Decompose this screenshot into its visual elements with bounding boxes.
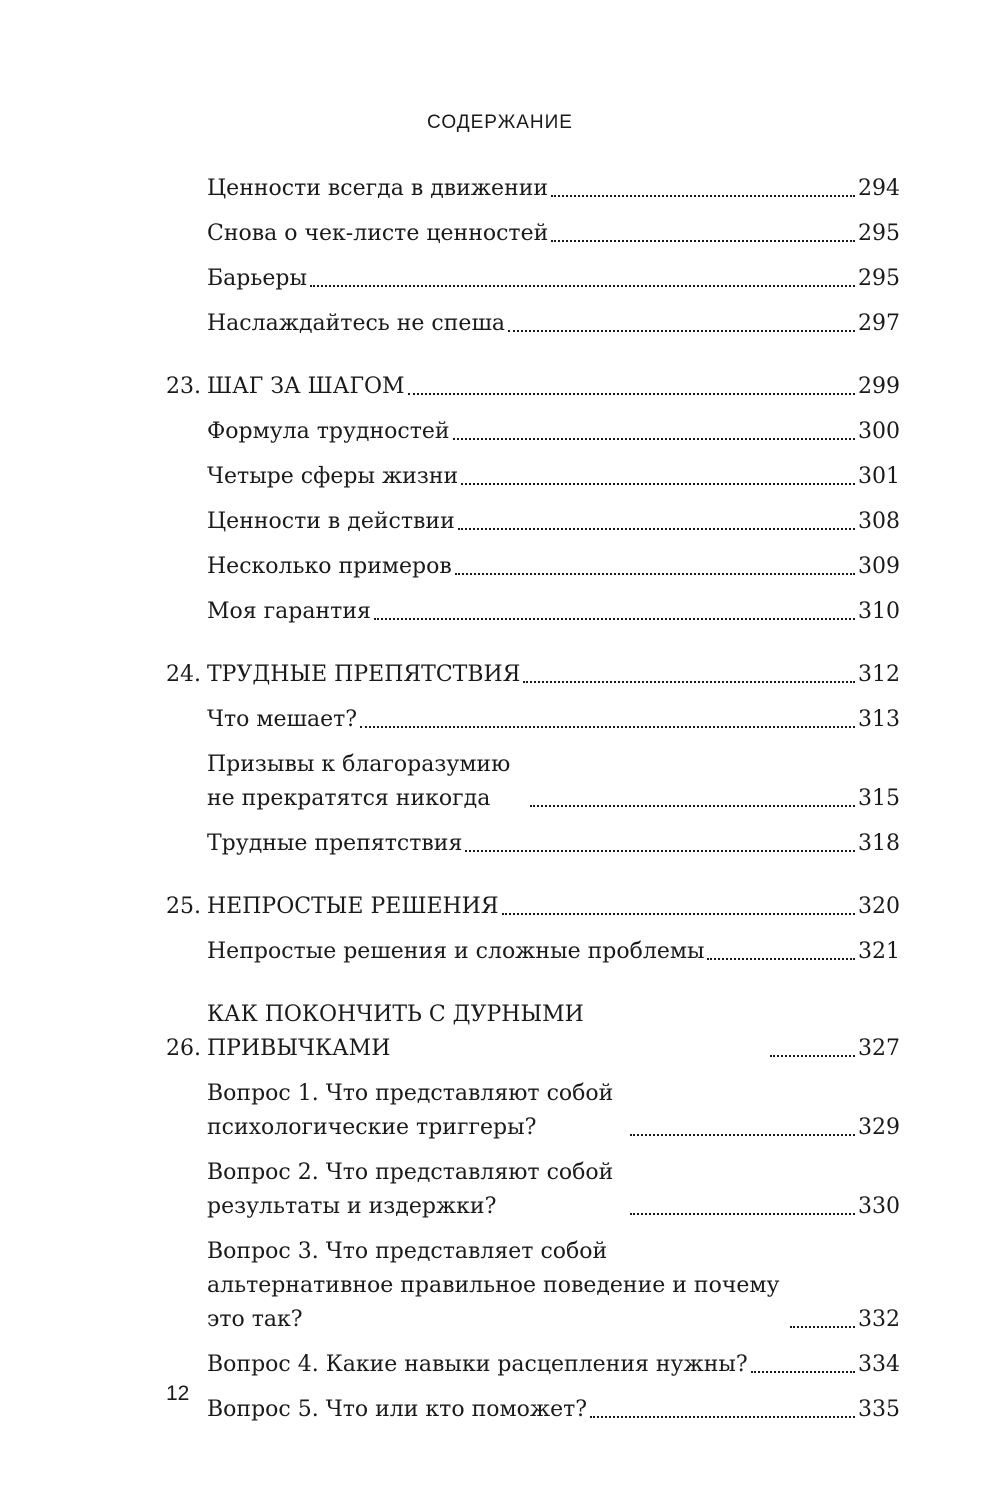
section-title: Что мешает? bbox=[207, 707, 358, 732]
chapter-number: 26. bbox=[166, 1036, 201, 1061]
dot-leader bbox=[453, 438, 855, 440]
dot-leader bbox=[360, 726, 855, 728]
toc-section-entry bbox=[166, 460, 900, 494]
page-ref: 320 bbox=[858, 894, 900, 919]
toc-section-entry bbox=[166, 1235, 900, 1337]
section-title: Формула трудностей bbox=[207, 419, 450, 444]
dot-leader bbox=[630, 1134, 855, 1136]
page-number: 12 bbox=[166, 1382, 190, 1405]
dot-leader bbox=[458, 528, 855, 530]
section-title: Снова о чек-листе ценностей bbox=[207, 221, 549, 246]
dot-leader bbox=[465, 850, 855, 852]
toc-section-entry bbox=[166, 1348, 900, 1382]
running-header: СОДЕРЖАНИЕ bbox=[427, 112, 573, 133]
dot-leader bbox=[707, 958, 855, 960]
page-ref: 330 bbox=[858, 1194, 900, 1219]
section-title: Вопрос 3. Что представляет собой альтернативное правильное поведение и почему это так? bbox=[207, 1239, 780, 1332]
page-ref: 334 bbox=[858, 1352, 900, 1377]
toc-section-entry bbox=[166, 1156, 900, 1224]
section-title: Ценности в действии bbox=[207, 509, 455, 534]
toc-section-entry bbox=[166, 307, 900, 341]
dot-leader bbox=[523, 681, 855, 683]
chapter-title: ШАГ ЗА ШАГОМ bbox=[207, 374, 405, 399]
page-ref: 300 bbox=[858, 419, 900, 444]
page-ref: 315 bbox=[858, 786, 900, 811]
page-ref: 295 bbox=[858, 221, 900, 246]
toc-chapter-entry bbox=[166, 658, 900, 692]
toc-chapter-entry bbox=[166, 890, 900, 924]
page-ref: 313 bbox=[858, 707, 900, 732]
page-ref: 295 bbox=[858, 266, 900, 291]
dot-leader bbox=[751, 1371, 855, 1373]
section-title: Четыре сферы жизни bbox=[207, 464, 459, 489]
chapter-number: 24. bbox=[166, 662, 201, 687]
page-ref: 335 bbox=[858, 1397, 900, 1422]
toc-section-entry bbox=[166, 217, 900, 251]
toc-section-entry bbox=[166, 703, 900, 737]
dot-leader bbox=[408, 393, 855, 395]
toc-chapter-entry bbox=[166, 998, 900, 1066]
section-title: Несколько примеров bbox=[207, 554, 452, 579]
section-title: Трудные препятствия bbox=[207, 831, 463, 856]
toc-section-entry bbox=[166, 172, 900, 206]
dot-leader bbox=[630, 1213, 855, 1215]
dot-leader bbox=[790, 1326, 855, 1328]
dot-leader bbox=[374, 618, 855, 620]
page-ref: 310 bbox=[858, 599, 900, 624]
section-title: Непростые решения и сложные проблемы bbox=[207, 939, 705, 964]
toc-section-entry bbox=[166, 1393, 900, 1427]
page-ref: 312 bbox=[858, 662, 900, 687]
toc-section-entry bbox=[166, 935, 900, 969]
page-ref: 321 bbox=[858, 939, 900, 964]
page-ref: 332 bbox=[858, 1307, 900, 1332]
chapter-title: НЕПРОСТЫЕ РЕШЕНИЯ bbox=[207, 894, 499, 919]
toc-section-entry bbox=[166, 415, 900, 449]
page-ref: 327 bbox=[858, 1036, 900, 1061]
dot-leader bbox=[551, 240, 855, 242]
page-ref: 318 bbox=[858, 831, 900, 856]
toc-section-entry bbox=[166, 748, 900, 816]
dot-leader bbox=[770, 1055, 855, 1057]
section-title: Моя гарантия bbox=[207, 599, 371, 624]
table-of-contents bbox=[166, 172, 900, 1438]
page-ref: 308 bbox=[858, 509, 900, 534]
section-title: Вопрос 5. Что или кто поможет? bbox=[207, 1397, 588, 1422]
page-ref: 301 bbox=[858, 464, 900, 489]
toc-section-entry bbox=[166, 550, 900, 584]
chapter-title: КАК ПОКОНЧИТЬ С ДУРНЫМИ ПРИВЫЧКАМИ bbox=[207, 1002, 584, 1061]
page-ref: 294 bbox=[858, 176, 900, 201]
chapter-number: 25. bbox=[166, 894, 201, 919]
page-ref: 309 bbox=[858, 554, 900, 579]
dot-leader bbox=[455, 573, 855, 575]
section-title: Призывы к благоразумию не прекратятся никогда bbox=[207, 752, 511, 811]
dot-leader bbox=[461, 483, 855, 485]
section-title: Вопрос 1. Что представляют собой психологические триггеры? bbox=[207, 1081, 614, 1140]
dot-leader bbox=[310, 285, 855, 287]
dot-leader bbox=[502, 913, 855, 915]
page-ref: 297 bbox=[858, 311, 900, 336]
toc-section-entry bbox=[166, 505, 900, 539]
toc-section-entry bbox=[166, 1077, 900, 1145]
toc-chapter-entry bbox=[166, 370, 900, 404]
page-ref: 299 bbox=[858, 374, 900, 399]
dot-leader bbox=[508, 330, 855, 332]
toc-section-entry bbox=[166, 262, 900, 296]
chapter-title: ТРУДНЫЕ ПРЕПЯТСТВИЯ bbox=[207, 662, 521, 687]
section-title: Наслаждайтесь не спеша bbox=[207, 311, 506, 336]
page-ref: 329 bbox=[858, 1115, 900, 1140]
dot-leader bbox=[551, 195, 855, 197]
section-title: Ценности всегда в движении bbox=[207, 176, 549, 201]
dot-leader bbox=[530, 805, 855, 807]
toc-section-entry bbox=[166, 595, 900, 629]
toc-section-entry bbox=[166, 827, 900, 861]
section-title: Барьеры bbox=[207, 266, 307, 291]
dot-leader bbox=[590, 1416, 855, 1418]
chapter-number: 23. bbox=[166, 374, 201, 399]
section-title: Вопрос 2. Что представляют собой результаты и издержки? bbox=[207, 1160, 614, 1219]
section-title: Вопрос 4. Какие навыки расцепления нужны? bbox=[207, 1352, 748, 1377]
